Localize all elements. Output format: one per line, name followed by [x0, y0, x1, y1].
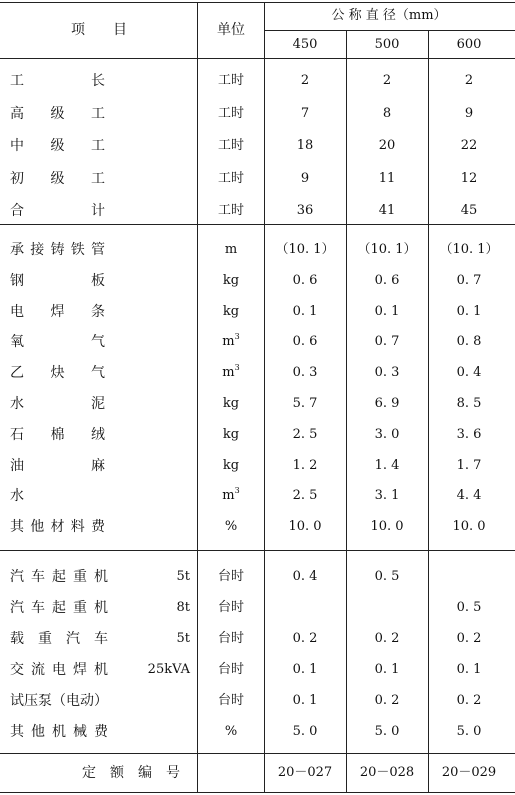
- labor-row-unit: 工时: [217, 105, 245, 121]
- machine-row-value: 0. 5: [374, 569, 400, 584]
- header-col-600: 600: [456, 37, 482, 52]
- machine-section-divider: [0, 753, 515, 754]
- footer-code-029: 20－029: [441, 765, 497, 780]
- material-row-unit: m: [224, 242, 238, 257]
- material-row-unit: %: [224, 519, 238, 535]
- machine-row-value: 5. 0: [456, 724, 482, 739]
- header-divider: [264, 30, 515, 31]
- material-row-unit: $m^3$: [222, 332, 240, 350]
- machine-row-value: 5. 0: [292, 724, 318, 739]
- machine-row-unit: 台时: [217, 662, 245, 677]
- labor-row-value: 9: [464, 105, 474, 121]
- footer-code-028: 20－028: [359, 765, 415, 780]
- material-row-label: 乙 炔 气: [10, 365, 105, 382]
- labor-row-value: 22: [460, 138, 478, 153]
- material-row-value: 3. 6: [456, 426, 482, 442]
- material-row-value: 0. 3: [292, 365, 318, 381]
- material-row-value: 3. 0: [374, 426, 400, 442]
- header-item: 项 目: [71, 22, 127, 38]
- labor-row-label: 工 长: [10, 73, 105, 89]
- header-col-500: 500: [374, 37, 400, 52]
- material-row-label: 水: [10, 488, 24, 505]
- labor-row-value: 2: [382, 73, 392, 88]
- labor-row-unit: 工时: [217, 203, 245, 218]
- material-row-value: 0. 3: [374, 365, 400, 381]
- material-row-value: 2. 5: [292, 426, 318, 442]
- material-row-label: 油 麻: [10, 457, 105, 474]
- material-row-unit: kg: [222, 457, 240, 473]
- table-top-border: [0, 2, 515, 3]
- labor-row-value: 7: [300, 105, 310, 121]
- material-row-value: 6. 9: [374, 396, 400, 411]
- material-row-value: 4. 4: [456, 488, 482, 504]
- labor-row-value: 20: [378, 138, 396, 153]
- material-row-value: 10. 0: [288, 519, 322, 535]
- material-row-value: 0. 4: [456, 365, 482, 381]
- machine-row-spec: 8t: [176, 600, 190, 615]
- table-bottom-border: [0, 792, 515, 793]
- labor-row-value: 45: [460, 203, 478, 218]
- header-col-450: 450: [292, 37, 318, 52]
- machine-row-label: 试压泵（电动）: [10, 693, 108, 709]
- material-row-label: 电 焊 条: [10, 303, 105, 320]
- machine-row-spec: 5t: [176, 631, 190, 646]
- machine-row-unit: 台时: [217, 569, 245, 584]
- material-row-value: 0. 6: [292, 334, 318, 350]
- machine-row-unit: 台时: [217, 631, 245, 646]
- col-divider-450: [264, 2, 265, 792]
- material-row-value: 0. 7: [374, 334, 400, 350]
- machine-row-label: 汽 车 起 重 机: [10, 600, 108, 616]
- labor-row-label: 中 级 工: [10, 138, 105, 154]
- machine-row-spec: 5t: [176, 569, 190, 584]
- machine-row-value: 0. 5: [456, 600, 482, 615]
- machine-row-unit: %: [224, 724, 238, 739]
- labor-row-value: 12: [460, 170, 478, 186]
- labor-row-value: 11: [378, 170, 396, 186]
- labor-row-value: 9: [300, 170, 310, 186]
- material-row-unit: $m^3$: [222, 363, 240, 381]
- header-unit: 单位: [217, 22, 245, 38]
- material-row-value: 0. 7: [456, 272, 482, 288]
- material-row-value: （10. 1）: [275, 242, 335, 257]
- labor-row-value: 2: [300, 73, 310, 88]
- machine-row-spec: 25kVA: [147, 662, 190, 677]
- machine-row-value: 0. 2: [292, 631, 318, 646]
- footer-code-027: 20－027: [277, 765, 333, 780]
- labor-section-divider: [0, 224, 515, 225]
- labor-row-unit: 工时: [217, 138, 245, 153]
- labor-row-label: 高 级 工: [10, 105, 105, 122]
- material-row-value: 10. 0: [452, 519, 486, 535]
- machine-row-label: 汽 车 起 重 机: [10, 569, 108, 585]
- machine-row-value: 0. 1: [292, 662, 318, 677]
- material-row-value: 8. 5: [456, 396, 482, 411]
- header-diameter: 公 称 直 径（mm）: [331, 8, 447, 23]
- labor-row-label: 初 级 工: [10, 170, 105, 187]
- machine-row-value: 0. 2: [456, 693, 482, 708]
- labor-row-unit: 工时: [217, 73, 245, 88]
- header-bottom-border: [0, 58, 515, 59]
- labor-row-value: 41: [378, 203, 396, 218]
- material-row-value: 0. 6: [292, 272, 318, 288]
- material-row-unit: kg: [222, 426, 240, 442]
- material-row-unit: $m^3$: [222, 486, 240, 504]
- material-row-value: 10. 0: [370, 519, 404, 535]
- material-row-label: 承 接 铸 铁 管: [10, 242, 105, 258]
- machine-row-label: 交 流 电 焊 机: [10, 662, 108, 678]
- machine-row-value: 5. 0: [374, 724, 400, 739]
- labor-row-label: 合 计: [10, 203, 105, 219]
- material-row-value: 0. 1: [374, 303, 400, 319]
- labor-row-value: 2: [464, 73, 474, 88]
- machine-row-unit: 台时: [217, 693, 245, 708]
- material-row-unit: kg: [222, 396, 240, 411]
- material-row-value: 5. 7: [292, 396, 318, 411]
- machine-row-value: 0. 2: [456, 631, 482, 646]
- machine-row-value: 0. 1: [374, 662, 400, 677]
- material-row-value: 1. 2: [292, 457, 318, 473]
- machine-row-label: 其 他 机 械 费: [10, 724, 108, 740]
- labor-row-value: 18: [296, 138, 314, 153]
- material-row-value: （10. 1）: [439, 242, 499, 257]
- material-row-value: 0. 1: [292, 303, 318, 319]
- material-row-value: 1. 4: [374, 457, 400, 473]
- material-row-unit: kg: [222, 272, 240, 288]
- labor-row-value: 8: [382, 105, 392, 121]
- material-row-value: 2. 5: [292, 488, 318, 504]
- machine-row-value: 0. 2: [374, 631, 400, 646]
- material-row-label: 钢 板: [10, 272, 105, 289]
- material-row-value: 1. 7: [456, 457, 482, 473]
- col-divider-unit: [197, 2, 198, 792]
- machine-row-value: 0. 1: [292, 693, 318, 708]
- material-row-value: 0. 6: [374, 272, 400, 288]
- material-row-label: 石 棉 绒: [10, 426, 105, 443]
- machine-row-value: 0. 1: [456, 662, 482, 677]
- material-row-value: （10. 1）: [357, 242, 417, 257]
- machine-row-value: 0. 4: [292, 569, 318, 584]
- material-row-label: 水 泥: [10, 396, 105, 412]
- material-row-unit: kg: [222, 303, 240, 319]
- material-section-divider: [0, 550, 515, 551]
- machine-row-value: 0. 2: [374, 693, 400, 708]
- machine-row-label: 载 重 汽 车: [10, 631, 108, 647]
- material-row-value: 0. 1: [456, 303, 482, 319]
- material-row-value: 0. 8: [456, 334, 482, 350]
- footer-label: 定 额 编 号: [82, 765, 180, 781]
- material-row-value: 3. 1: [374, 488, 400, 504]
- labor-row-unit: 工时: [217, 170, 245, 186]
- machine-row-unit: 台时: [217, 600, 245, 615]
- col-divider-600: [428, 30, 429, 792]
- labor-row-value: 36: [296, 203, 314, 218]
- material-row-label: 其 他 材 料 费: [10, 519, 105, 536]
- material-row-label: 氧 气: [10, 334, 105, 351]
- col-divider-500: [346, 30, 347, 792]
